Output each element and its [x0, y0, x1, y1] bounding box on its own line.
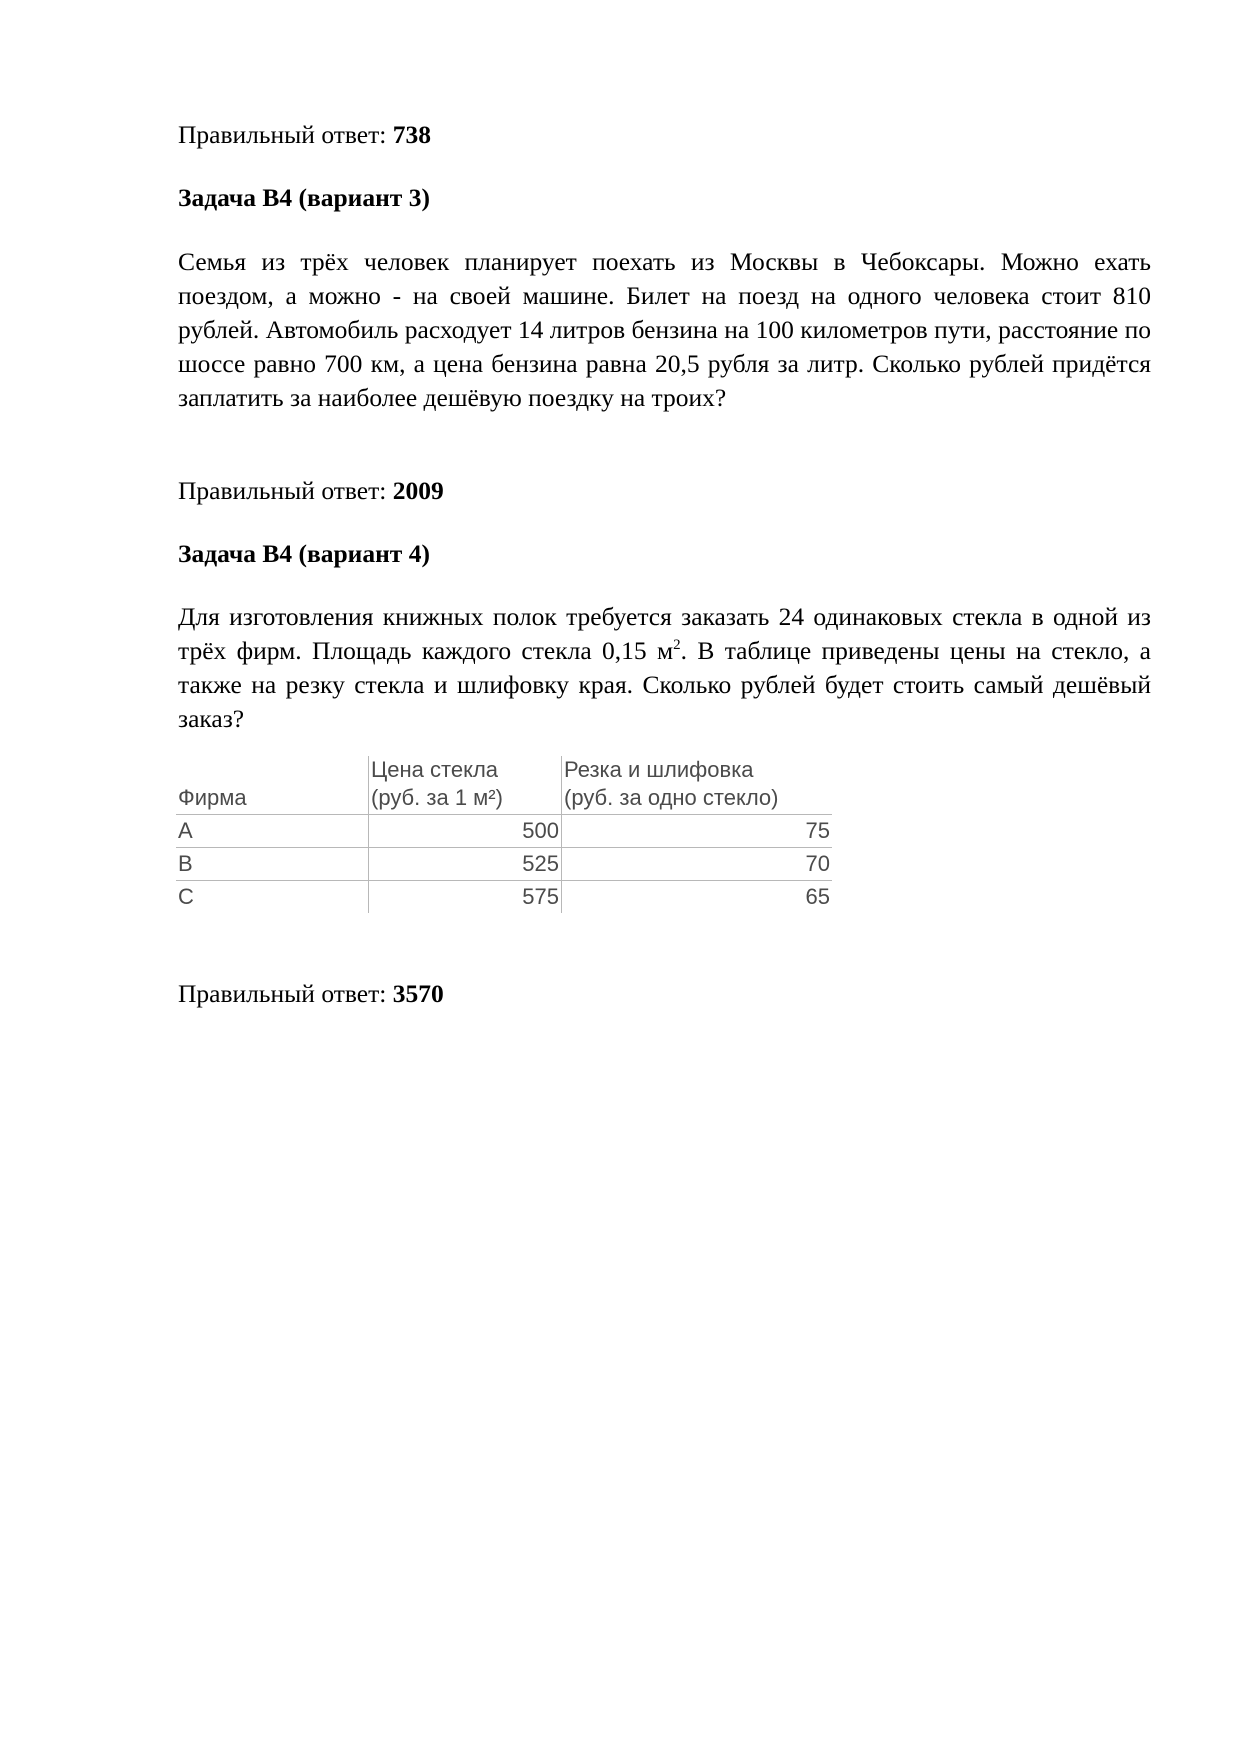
answer-value: 3570	[392, 979, 444, 1008]
task-4-title: Задача B4 (вариант 4)	[178, 539, 430, 568]
answer-label: Правильный ответ:	[178, 120, 387, 149]
table-row	[176, 881, 832, 914]
price-table	[176, 756, 832, 913]
answer-label: Правильный ответ:	[178, 979, 387, 1008]
answer-label: Правильный ответ:	[178, 476, 387, 505]
answer-value: 738	[392, 120, 431, 149]
header-firm: Фирма	[178, 785, 247, 810]
header-glass-price: Цена стекла (руб. за 1 м²)	[369, 756, 562, 815]
cell-price: 575	[369, 881, 562, 914]
task-4-text	[178, 600, 1151, 736]
header-cutting: Резка и шлифовка (руб. за одно стекло)	[562, 756, 833, 815]
cell-firm: C	[176, 881, 369, 914]
answer-line-3	[178, 977, 1151, 1011]
cell-price: 500	[369, 815, 562, 848]
task-4-text-part2: . В таблице приведены цены на стекло, а также на резку стекла и шлифовку края. Сколько рублей будет стоить самый дешёвый заказ?	[178, 636, 1151, 733]
table-header-row	[176, 756, 832, 815]
answer-line-1	[178, 118, 1151, 152]
cell-cut: 70	[562, 848, 833, 881]
task-3-title: Задача B4 (вариант 3)	[178, 183, 430, 212]
task-4-text-part1: Для изготовления книжных полок требуется заказать 24 одинаковых стекла в одной из трёх фирм. Площадь каждого стекла 0,15 м	[178, 602, 1151, 665]
task-3-text: Семья из трёх человек планирует поехать из Москвы в Чебоксары. Можно ехать поездом, а можно - на своей машине. Билет на поезд на одного человека стоит 810 рублей. Автомобиль расходует 14 литров бензина на 100 километров пути, расстояние по шоссе равно 700 км, а цена бензина равна 20,5 рубля за литр. Сколько рублей придётся заплатить за наиболее дешёвую поездку на троих?	[178, 247, 1151, 412]
cell-firm: A	[176, 815, 369, 848]
superscript: 2	[673, 637, 681, 653]
cell-cut: 75	[562, 815, 833, 848]
cell-firm: B	[176, 848, 369, 881]
cell-cut: 65	[562, 881, 833, 914]
table-row	[176, 848, 832, 881]
cell-price: 525	[369, 848, 562, 881]
table-row	[176, 815, 832, 848]
answer-line-2	[178, 474, 1151, 508]
answer-value: 2009	[392, 476, 444, 505]
